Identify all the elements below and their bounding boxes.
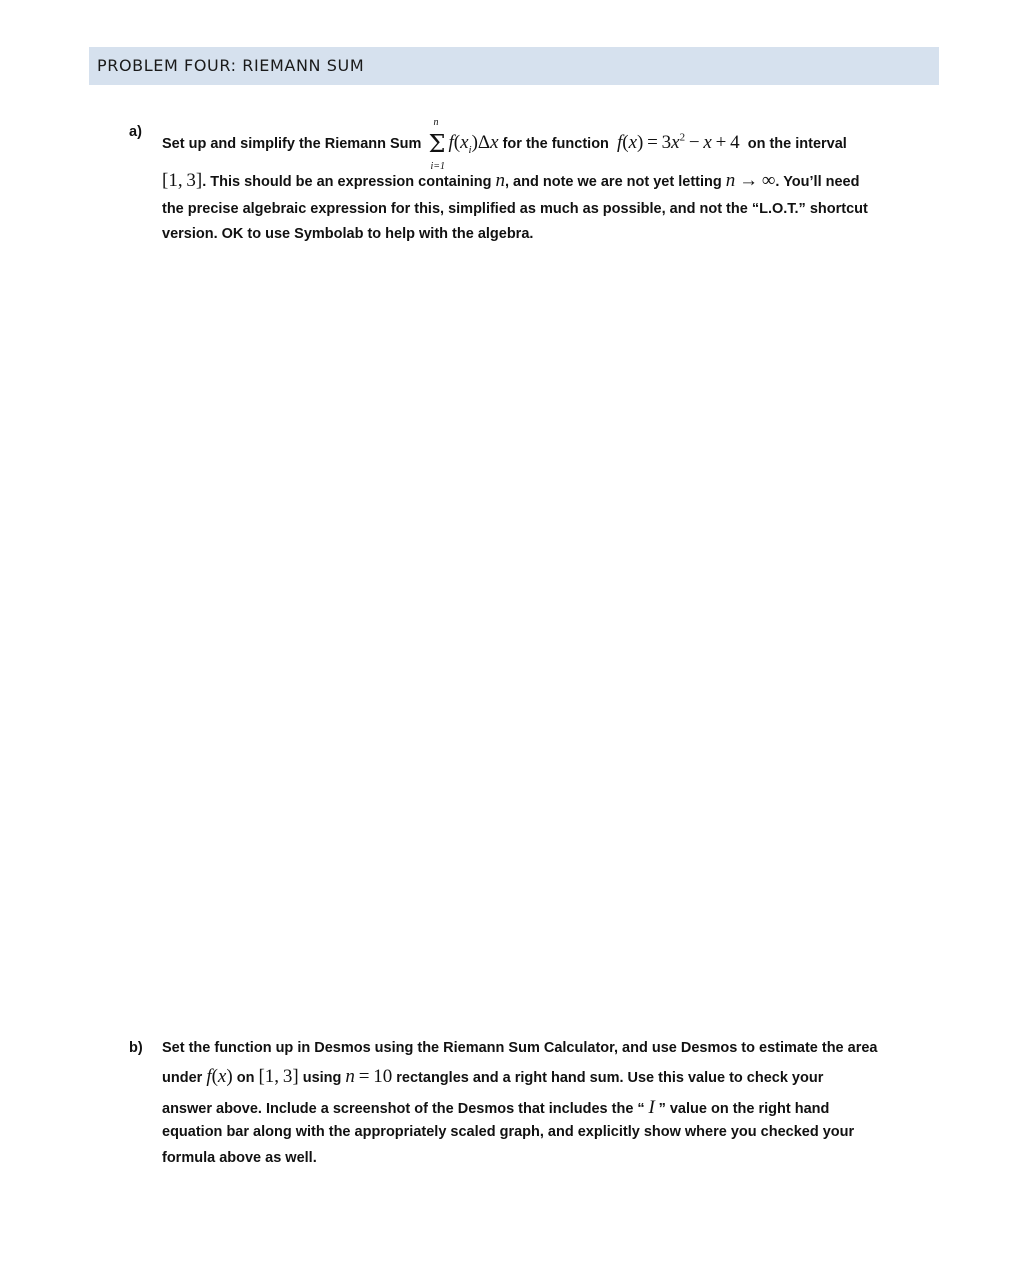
part-a-line-3: the precise algebraic expression for this, simplified as much as possible, and not the “L.O.T.” shortcut [162, 201, 868, 217]
part-b-line-5: formula above as well. [162, 1150, 317, 1166]
summation-symbol: Σ n i=1 [428, 117, 446, 172]
part-b-line-2: under f(x) on [1, 3] using n = 10 rectangles and a right hand sum. Use this value to check your [162, 1066, 824, 1087]
part-a-label: a) [129, 124, 142, 140]
part-a-line-4: version. OK to use Symbolab to help with the algebra. [162, 226, 534, 242]
part-a-line-2: [1, 3]. This should be an expression containing n, and note we are not yet letting n → ∞. You’ll need [162, 170, 860, 191]
section-title: PROBLEM FOUR: RIEMANN SUM [97, 56, 365, 75]
part-b-line-1: Set the function up in Desmos using the Riemann Sum Calculator, and use Desmos to estimate the area [162, 1040, 878, 1056]
part-b-label: b) [129, 1040, 143, 1056]
section-header [89, 47, 939, 85]
part-a-line-1: Set up and simplify the Riemann Sum Σ n i=1 $f(x_i)\Delta x$ for the function $f(x) = 3x^2 - x + 4$ on the interval [162, 117, 847, 172]
part-b-line-4: equation bar along with the appropriately scaled graph, and explicitly show where you checked your [162, 1124, 855, 1140]
part-b-line-3: answer above. Include a screenshot of the Desmos that includes the “ I ” value on the right hand [162, 1097, 830, 1118]
